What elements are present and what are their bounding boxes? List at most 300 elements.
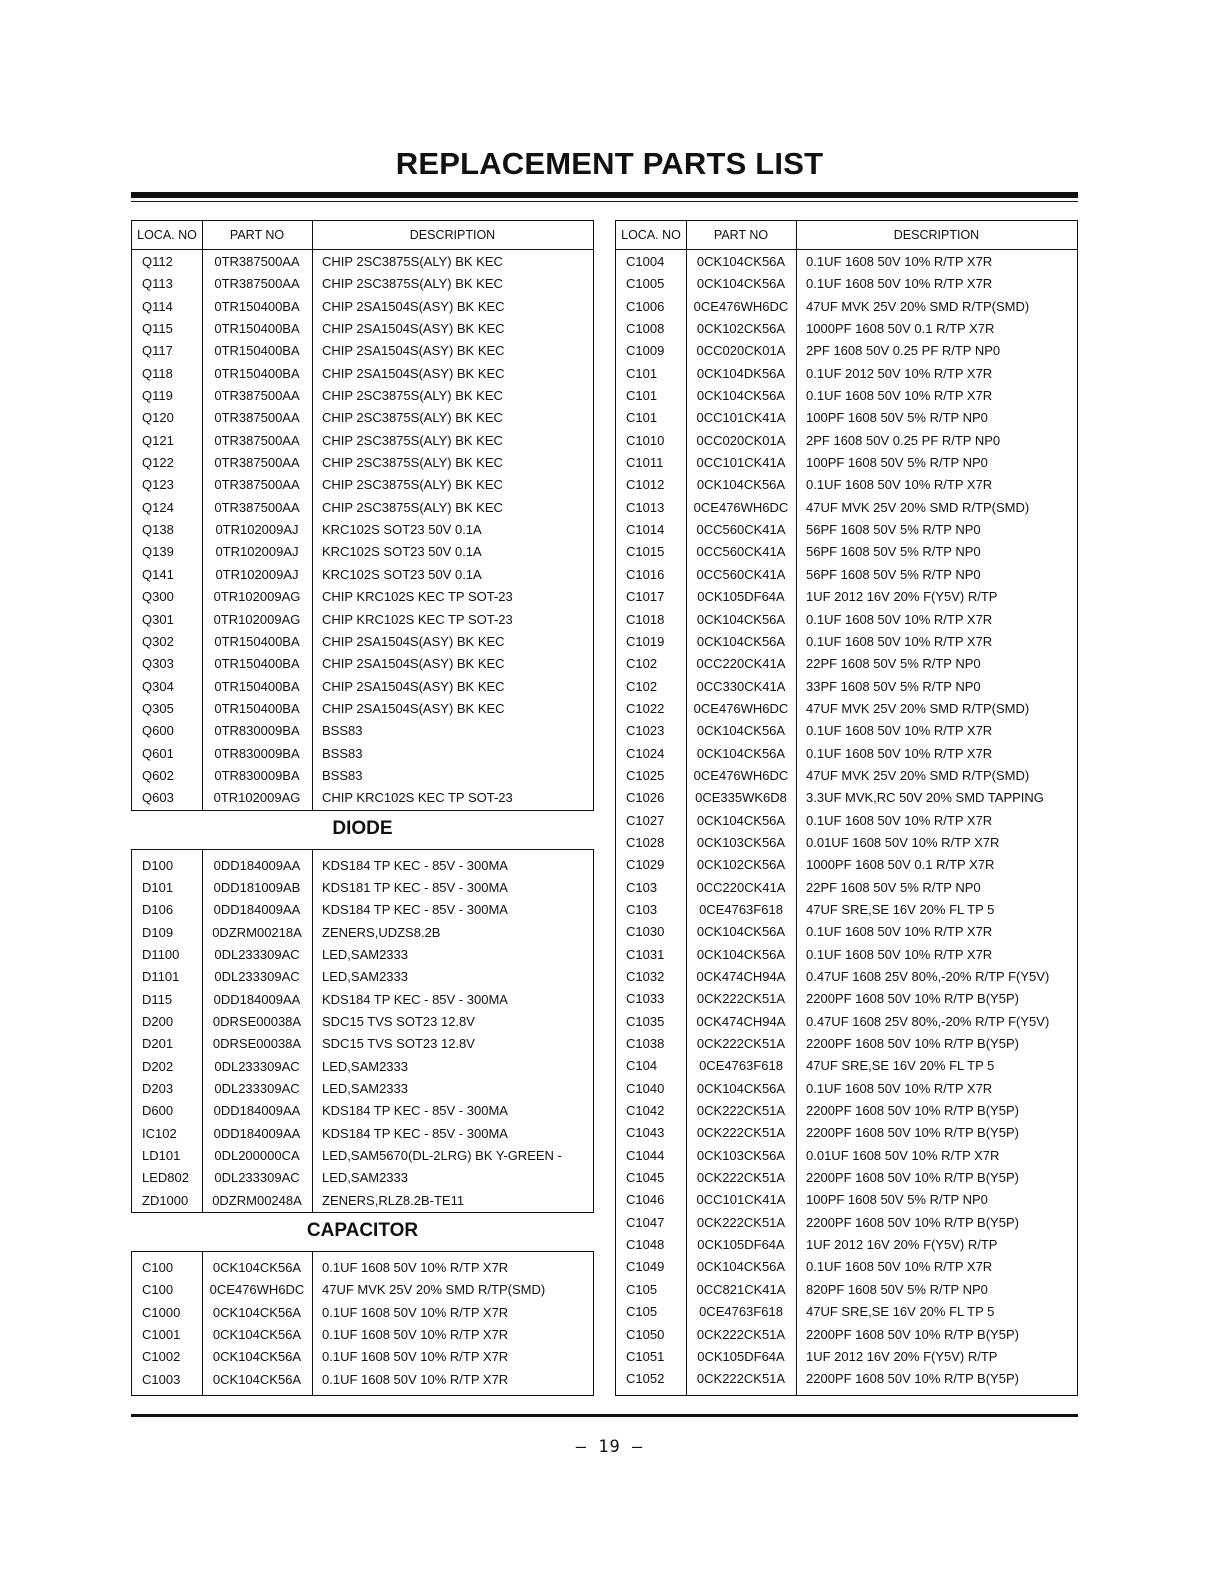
- part-no-cell: 0TR387500AA: [214, 276, 300, 292]
- description-cell: ZENERS,UDZS8.2B: [322, 924, 441, 940]
- loca-no-cell: Q600: [142, 723, 174, 739]
- table-row: [132, 273, 593, 295]
- loca-no-cell: C1029: [626, 857, 665, 873]
- loca-no-cell: C1008: [626, 321, 665, 337]
- part-no-cell: 0DZRM00248A: [212, 1192, 302, 1208]
- description-cell: CHIP 2SA1504S(ASY) BK KEC: [322, 298, 505, 314]
- description-cell: CHIP 2SC3875S(ALY) BK KEC: [322, 410, 503, 426]
- table-row: [132, 430, 593, 452]
- part-no-cell: 0CE4763F618: [699, 1304, 783, 1320]
- table-row: [132, 1011, 593, 1033]
- description-cell: LED,SAM5670(DL-2LRG) BK Y-GREEN -: [322, 1148, 562, 1164]
- table-row: [616, 1100, 1077, 1122]
- table-row: [616, 1189, 1077, 1211]
- loca-no-cell: C1028: [626, 834, 665, 850]
- loca-no-cell: Q120: [142, 410, 174, 426]
- description-cell: 47UF MVK 25V 20% SMD R/TP(SMD): [806, 767, 1030, 783]
- table-row: [616, 1212, 1077, 1234]
- part-no-cell: 0DD184009AA: [213, 1103, 301, 1119]
- part-no-cell: 0CK222CK51A: [696, 1326, 786, 1342]
- loca-no-cell: C1032: [626, 969, 665, 984]
- part-no-cell: 0CK104CK56A: [212, 1260, 302, 1276]
- loca-no-cell: C1000: [142, 1304, 181, 1320]
- description-cell: 100PF 1608 50V 5% R/TP NP0: [806, 410, 988, 426]
- description-cell: 1UF 2012 16V 20% F(Y5V) R/TP: [806, 589, 998, 605]
- loca-no-cell: C1009: [626, 343, 665, 359]
- description-cell: KDS181 TP KEC - 85V - 300MA: [322, 879, 508, 895]
- description-cell: CHIP 2SC3875S(ALY) BK KEC: [322, 432, 503, 448]
- part-no-cell: 0CC560CK41A: [696, 544, 786, 560]
- description-cell: 0.1UF 1608 50V 10% R/TP X7R: [806, 633, 993, 649]
- loca-no-cell: C1025: [626, 767, 665, 783]
- loca-no-cell: D1101: [142, 969, 180, 985]
- loca-no-cell: C1049: [626, 1259, 665, 1275]
- part-no-cell: 0TR150400BA: [214, 633, 300, 649]
- description-cell: 2PF 1608 50V 0.25 PF R/TP NP0: [806, 432, 1001, 448]
- table-row: [616, 944, 1077, 966]
- page-title: REPLACEMENT PARTS LIST: [395, 146, 824, 181]
- table-row: [132, 1078, 593, 1100]
- loca-no-cell: Q304: [142, 678, 174, 694]
- description-cell: 2PF 1608 50V 0.25 PF R/TP NP0: [806, 343, 1001, 359]
- loca-no-cell: LD101: [142, 1148, 181, 1164]
- part-no-cell: 0CE476WH6DC: [693, 700, 789, 716]
- description-cell: 47UF MVK 25V 20% SMD R/TP(SMD): [806, 700, 1030, 716]
- table-row: [616, 273, 1077, 295]
- table-row: [616, 676, 1077, 698]
- title-rule-thin: [131, 201, 1078, 202]
- description-cell: 2200PF 1608 50V 10% R/TP B(Y5P): [806, 1371, 1019, 1387]
- description-cell: 1000PF 1608 50V 0.1 R/TP X7R: [806, 857, 995, 873]
- loca-no-cell: C104: [626, 1058, 658, 1074]
- part-no-cell: 0TR150400BA: [214, 700, 300, 716]
- table-row: [616, 1301, 1077, 1323]
- part-no-cell: 0TR387500AA: [214, 477, 300, 493]
- table-row: [616, 698, 1077, 720]
- description-cell: ZENERS,RLZ8.2B-TE11: [322, 1192, 465, 1208]
- description-cell: CHIP KRC102S KEC TP SOT-23: [322, 589, 513, 605]
- header-part-no: PART NO: [229, 228, 285, 242]
- header-loca-no: LOCA. NO: [621, 228, 681, 242]
- part-no-cell: 0TR150400BA: [214, 298, 300, 314]
- description-cell: 3.3UF MVK,RC 50V 20% SMD TAPPING: [806, 790, 1044, 806]
- loca-no-cell: IC102: [142, 1125, 177, 1141]
- description-cell: KRC102S SOT23 50V 0.1A: [322, 566, 482, 582]
- description-cell: 47UF MVK 25V 20% SMD R/TP(SMD): [806, 298, 1030, 314]
- table-row: [132, 653, 593, 675]
- description-cell: 2200PF 1608 50V 10% R/TP B(Y5P): [806, 991, 1019, 1007]
- description-cell: LED,SAM2333: [322, 946, 408, 962]
- part-no-cell: 0CE476WH6DC: [693, 298, 789, 314]
- description-cell: 22PF 1608 50V 5% R/TP NP0: [806, 656, 981, 672]
- loca-no-cell: C105: [626, 1281, 658, 1297]
- table-row: [132, 989, 593, 1011]
- description-cell: 2200PF 1608 50V 10% R/TP B(Y5P): [806, 1036, 1019, 1052]
- table-row: [616, 1055, 1077, 1077]
- loca-no-cell: C1031: [626, 946, 665, 962]
- parts-table-left: [131, 220, 594, 1396]
- description-cell: 0.1UF 1608 50V 10% R/TP X7R: [806, 924, 993, 940]
- description-cell: 0.1UF 1608 50V 10% R/TP X7R: [806, 1080, 993, 1096]
- loca-no-cell: Q300: [142, 589, 174, 605]
- part-no-cell: 0CK222CK51A: [696, 1125, 786, 1141]
- part-no-cell: 0CK102CK56A: [696, 857, 786, 873]
- table-row: [616, 631, 1077, 653]
- description-cell: 0.1UF 2012 50V 10% R/TP X7R: [806, 365, 993, 381]
- loca-no-cell: C1002: [142, 1349, 181, 1365]
- table-row: [132, 676, 593, 698]
- table-row: [132, 1369, 593, 1391]
- table-header: [132, 221, 593, 250]
- table-row: [616, 1324, 1077, 1346]
- description-cell: 56PF 1608 50V 5% R/TP NP0: [806, 522, 981, 538]
- loca-no-cell: C1027: [626, 812, 665, 828]
- table-row: [132, 1100, 593, 1122]
- part-no-cell: 0TR150400BA: [214, 343, 300, 359]
- description-cell: 2200PF 1608 50V 10% R/TP B(Y5P): [806, 1125, 1019, 1141]
- description-cell: CHIP 2SA1504S(ASY) BK KEC: [322, 700, 505, 716]
- part-no-cell: 0TR830009BA: [214, 723, 300, 739]
- description-cell: 0.1UF 1608 50V 10% R/TP X7R: [322, 1371, 509, 1387]
- loca-no-cell: C105: [626, 1304, 658, 1320]
- description-cell: 47UF SRE,SE 16V 20% FL TP 5: [806, 901, 995, 917]
- description-cell: LED,SAM2333: [322, 1170, 408, 1186]
- table-row: [132, 944, 593, 966]
- part-no-cell: 0DL233309AC: [214, 946, 300, 962]
- loca-no-cell: C1024: [626, 745, 665, 761]
- part-no-cell: 0CK105DF64A: [697, 1237, 785, 1253]
- part-no-cell: 0CK104CK56A: [696, 254, 786, 269]
- part-no-cell: 0CC101CK41A: [696, 455, 786, 471]
- loca-no-cell: C1005: [626, 276, 665, 292]
- part-no-cell: 0CK104CK56A: [696, 924, 786, 940]
- section-heading-diode: DIODE: [131, 810, 594, 850]
- part-no-cell: 0TR387500AA: [214, 432, 300, 448]
- loca-no-cell: Q118: [142, 365, 173, 381]
- loca-no-cell: Q113: [142, 276, 173, 292]
- loca-no-cell: Q141: [142, 566, 174, 582]
- header-description: DESCRIPTION: [409, 228, 496, 242]
- loca-no-cell: Q138: [142, 522, 174, 538]
- part-no-cell: 0TR102009AJ: [215, 566, 299, 582]
- description-cell: LED,SAM2333: [322, 1058, 408, 1074]
- table-row: [132, 698, 593, 720]
- description-cell: KDS184 TP KEC - 85V - 300MA: [322, 857, 508, 873]
- table-row: [616, 541, 1077, 563]
- diode-rows: [132, 855, 593, 1213]
- table-row: [132, 1257, 593, 1279]
- description-cell: 2200PF 1608 50V 10% R/TP B(Y5P): [806, 1326, 1019, 1342]
- table-row: [616, 430, 1077, 452]
- loca-no-cell: Q115: [142, 321, 173, 337]
- table-row: [132, 1056, 593, 1078]
- table-row: [132, 541, 593, 563]
- table-row: [132, 296, 593, 318]
- table-row: [616, 363, 1077, 385]
- loca-no-cell: C100: [142, 1282, 174, 1298]
- description-cell: CHIP 2SA1504S(ASY) BK KEC: [322, 678, 505, 694]
- part-no-cell: 0CK104CK56A: [212, 1371, 302, 1387]
- description-cell: 0.1UF 1608 50V 10% R/TP X7R: [806, 1259, 993, 1275]
- loca-no-cell: Q119: [142, 388, 173, 404]
- loca-no-cell: C1046: [626, 1192, 665, 1208]
- part-no-cell: 0TR387500AA: [214, 410, 300, 426]
- loca-no-cell: C1044: [626, 1147, 665, 1163]
- loca-no-cell: C1019: [626, 633, 665, 649]
- loca-no-cell: Q301: [142, 611, 174, 627]
- table-row: [132, 765, 593, 787]
- loca-no-cell: D100: [142, 857, 174, 873]
- loca-no-cell: C1013: [626, 499, 665, 515]
- loca-no-cell: C1045: [626, 1170, 665, 1186]
- description-cell: CHIP 2SA1504S(ASY) BK KEC: [322, 321, 505, 337]
- description-cell: 47UF MVK 25V 20% SMD R/TP(SMD): [806, 499, 1030, 515]
- table-row: [132, 899, 593, 921]
- part-no-cell: 0CK105DF64A: [697, 1348, 785, 1364]
- description-cell: 2200PF 1608 50V 10% R/TP B(Y5P): [806, 1214, 1019, 1230]
- description-cell: CHIP 2SA1504S(ASY) BK KEC: [322, 365, 505, 381]
- description-cell: LED,SAM2333: [322, 969, 408, 985]
- part-no-cell: 0CC020CK01A: [696, 343, 786, 359]
- loca-no-cell: C1023: [626, 723, 665, 739]
- loca-no-cell: D202: [142, 1058, 174, 1074]
- part-no-cell: 0CK104CK56A: [696, 611, 786, 627]
- loca-no-cell: C1004: [626, 254, 665, 269]
- description-cell: 0.1UF 1608 50V 10% R/TP X7R: [322, 1260, 509, 1276]
- part-no-cell: 0CC220CK41A: [696, 879, 786, 895]
- section-heading-capacitor: CAPACITOR: [131, 1212, 594, 1252]
- loca-no-cell: C1012: [626, 477, 665, 493]
- loca-no-cell: C103: [626, 879, 658, 895]
- part-no-cell: 0CE476WH6DC: [209, 1282, 305, 1298]
- part-no-cell: 0TR387500AA: [214, 499, 300, 515]
- loca-no-cell: C101: [626, 410, 658, 426]
- table-row: [132, 1033, 593, 1055]
- description-cell: 820PF 1608 50V 5% R/TP NP0: [806, 1281, 988, 1297]
- parts-table-right: [615, 220, 1078, 1396]
- table-row: [616, 586, 1077, 608]
- loca-no-cell: C1040: [626, 1080, 665, 1096]
- table-row: [132, 1123, 593, 1145]
- part-no-cell: 0TR387500AA: [214, 254, 300, 269]
- table-row: [616, 1078, 1077, 1100]
- part-no-cell: 0CK222CK51A: [696, 1036, 786, 1052]
- part-no-cell: 0TR387500AA: [214, 388, 300, 404]
- description-cell: 0.1UF 1608 50V 10% R/TP X7R: [806, 723, 993, 739]
- part-no-cell: 0DL233309AC: [214, 1170, 300, 1186]
- description-cell: 100PF 1608 50V 5% R/TP NP0: [806, 1192, 988, 1208]
- part-no-cell: 0DD184009AA: [213, 857, 301, 873]
- loca-no-cell: C1006: [626, 298, 665, 314]
- loca-no-cell: C1003: [142, 1371, 181, 1387]
- description-cell: 100PF 1608 50V 5% R/TP NP0: [806, 455, 988, 471]
- loca-no-cell: D106: [142, 902, 174, 918]
- table-row: [616, 743, 1077, 765]
- loca-no-cell: C1010: [626, 432, 665, 448]
- description-cell: 1UF 2012 16V 20% F(Y5V) R/TP: [806, 1237, 998, 1253]
- part-no-cell: 0CK104CK56A: [696, 1259, 786, 1275]
- table-row: [616, 1145, 1077, 1167]
- part-no-cell: 0TR102009AJ: [215, 544, 299, 560]
- description-cell: BSS83: [322, 767, 363, 783]
- table-row: [132, 452, 593, 474]
- loca-no-cell: C102: [626, 678, 658, 694]
- part-no-cell: 0DD184009AA: [213, 991, 301, 1007]
- description-cell: 0.1UF 1608 50V 10% R/TP X7R: [806, 611, 993, 627]
- table-row: [616, 1256, 1077, 1278]
- description-cell: 2200PF 1608 50V 10% R/TP B(Y5P): [806, 1170, 1019, 1186]
- table-row: [132, 474, 593, 496]
- description-cell: 1UF 2012 16V 20% F(Y5V) R/TP: [806, 1348, 998, 1364]
- loca-no-cell: C1047: [626, 1214, 665, 1230]
- table-row: [132, 877, 593, 899]
- part-no-cell: 0DL200000CA: [214, 1148, 300, 1164]
- part-no-cell: 0TR150400BA: [214, 365, 300, 381]
- table-row: [616, 877, 1077, 899]
- table-row: [616, 452, 1077, 474]
- table-row: [132, 609, 593, 631]
- table-row: [132, 1279, 593, 1301]
- table-row: [616, 1346, 1077, 1368]
- part-no-cell: 0CK104CK56A: [696, 723, 786, 739]
- loca-no-cell: Q305: [142, 700, 174, 716]
- table-row: [132, 966, 593, 988]
- loca-no-cell: Q122: [142, 455, 174, 471]
- part-no-cell: 0CK103CK56A: [696, 1147, 786, 1163]
- part-no-cell: 0CC560CK41A: [696, 522, 786, 538]
- loca-no-cell: Q601: [142, 745, 174, 761]
- description-cell: 0.1UF 1608 50V 10% R/TP X7R: [322, 1349, 509, 1365]
- loca-no-cell: D109: [142, 924, 174, 940]
- description-cell: CHIP 2SC3875S(ALY) BK KEC: [322, 388, 503, 404]
- description-cell: CHIP 2SA1504S(ASY) BK KEC: [322, 343, 505, 359]
- table-row: [616, 407, 1077, 429]
- table-row: [132, 1324, 593, 1346]
- part-no-cell: 0DL233309AC: [214, 969, 300, 985]
- part-no-cell: 0CK104CK56A: [696, 388, 786, 404]
- part-no-cell: 0TR102009AG: [213, 589, 301, 605]
- part-no-cell: 0TR830009BA: [214, 767, 300, 783]
- header-description: DESCRIPTION: [893, 228, 980, 242]
- table-row: [616, 564, 1077, 586]
- loca-no-cell: C1026: [626, 790, 665, 806]
- table-row: [616, 720, 1077, 742]
- table-row: [132, 497, 593, 519]
- loca-no-cell: C102: [626, 656, 658, 672]
- table-row: [616, 296, 1077, 318]
- description-cell: 0.47UF 1608 25V 80%,-20% R/TP F(Y5V): [806, 969, 1050, 984]
- loca-no-cell: D203: [142, 1081, 174, 1097]
- description-cell: 56PF 1608 50V 5% R/TP NP0: [806, 544, 981, 560]
- description-cell: 33PF 1608 50V 5% R/TP NP0: [806, 678, 981, 694]
- part-no-cell: 0CK104CK56A: [696, 276, 786, 292]
- description-cell: 0.1UF 1608 50V 10% R/TP X7R: [322, 1327, 509, 1343]
- footer-rule: [131, 1414, 1078, 1417]
- table-row: [132, 743, 593, 765]
- part-no-cell: 0CE476WH6DC: [693, 499, 789, 515]
- part-no-cell: 0CK105DF64A: [697, 589, 785, 605]
- table-row: [616, 497, 1077, 519]
- title-rule: [131, 192, 1078, 198]
- loca-no-cell: D115: [142, 991, 173, 1007]
- table-row: [616, 385, 1077, 407]
- loca-no-cell: C1016: [626, 566, 665, 582]
- description-cell: 47UF MVK 25V 20% SMD R/TP(SMD): [322, 1282, 546, 1298]
- loca-no-cell: C1011: [626, 455, 664, 471]
- table-row: [616, 474, 1077, 496]
- transistor-rows: [132, 251, 593, 810]
- description-cell: 47UF SRE,SE 16V 20% FL TP 5: [806, 1058, 995, 1074]
- table-row: [132, 251, 593, 273]
- loca-no-cell: Q117: [142, 343, 173, 359]
- part-no-cell: 0CK222CK51A: [696, 1103, 786, 1119]
- part-no-cell: 0DD181009AB: [213, 879, 301, 895]
- part-no-cell: 0CK102CK56A: [696, 321, 786, 337]
- loca-no-cell: Q302: [142, 633, 174, 649]
- part-no-cell: 0CE4763F618: [699, 1058, 783, 1074]
- description-cell: KDS184 TP KEC - 85V - 300MA: [322, 902, 508, 918]
- table-row: [132, 318, 593, 340]
- loca-no-cell: C1038: [626, 1036, 665, 1052]
- description-cell: CHIP KRC102S KEC TP SOT-23: [322, 611, 513, 627]
- description-cell: 47UF SRE,SE 16V 20% FL TP 5: [806, 1304, 995, 1320]
- part-no-cell: 0CK104CK56A: [212, 1304, 302, 1320]
- table-row: [616, 854, 1077, 876]
- loca-no-cell: Q121: [142, 432, 174, 448]
- part-no-cell: 0TR387500AA: [214, 455, 300, 471]
- description-cell: CHIP 2SC3875S(ALY) BK KEC: [322, 499, 503, 515]
- description-cell: KDS184 TP KEC - 85V - 300MA: [322, 991, 508, 1007]
- part-no-cell: 0CC101CK41A: [696, 1192, 786, 1208]
- table-row: [616, 832, 1077, 854]
- loca-no-cell: Q123: [142, 477, 174, 493]
- table-row: [616, 251, 1077, 273]
- table-row: [616, 1279, 1077, 1301]
- table-row: [132, 340, 593, 362]
- description-cell: SDC15 TVS SOT23 12.8V: [322, 1014, 475, 1029]
- part-no-cell: 0CE4763F618: [699, 901, 783, 917]
- table-row: [616, 1368, 1077, 1390]
- table-row: [616, 899, 1077, 921]
- description-cell: 0.1UF 1608 50V 10% R/TP X7R: [806, 745, 993, 761]
- description-cell: 22PF 1608 50V 5% R/TP NP0: [806, 879, 981, 895]
- description-cell: 2200PF 1608 50V 10% R/TP B(Y5P): [806, 1103, 1019, 1119]
- part-no-cell: 0TR102009AJ: [215, 522, 299, 538]
- part-no-cell: 0DL233309AC: [214, 1058, 300, 1074]
- description-cell: KDS184 TP KEC - 85V - 300MA: [322, 1103, 508, 1119]
- part-no-cell: 0CK474CH94A: [696, 1013, 786, 1029]
- table-row: [132, 1167, 593, 1189]
- description-cell: 56PF 1608 50V 5% R/TP NP0: [806, 566, 981, 582]
- table-row: [616, 1234, 1077, 1256]
- table-row: [132, 922, 593, 944]
- description-cell: SDC15 TVS SOT23 12.8V: [322, 1036, 475, 1052]
- table-row: [616, 988, 1077, 1010]
- part-no-cell: 0CE335WK6D8: [695, 790, 787, 806]
- part-no-cell: 0TR150400BA: [214, 656, 300, 672]
- part-no-cell: 0DL233309AC: [214, 1081, 300, 1097]
- loca-no-cell: Q303: [142, 656, 174, 672]
- description-cell: 0.1UF 1608 50V 10% R/TP X7R: [806, 388, 993, 404]
- table-row: [616, 1033, 1077, 1055]
- loca-no-cell: C1018: [626, 611, 665, 627]
- description-cell: KRC102S SOT23 50V 0.1A: [322, 544, 482, 560]
- table-row: [616, 1167, 1077, 1189]
- table-row: [132, 586, 593, 608]
- part-no-cell: 0CC330CK41A: [696, 678, 786, 694]
- loca-no-cell: C101: [626, 365, 658, 381]
- loca-no-cell: C1001: [142, 1327, 181, 1343]
